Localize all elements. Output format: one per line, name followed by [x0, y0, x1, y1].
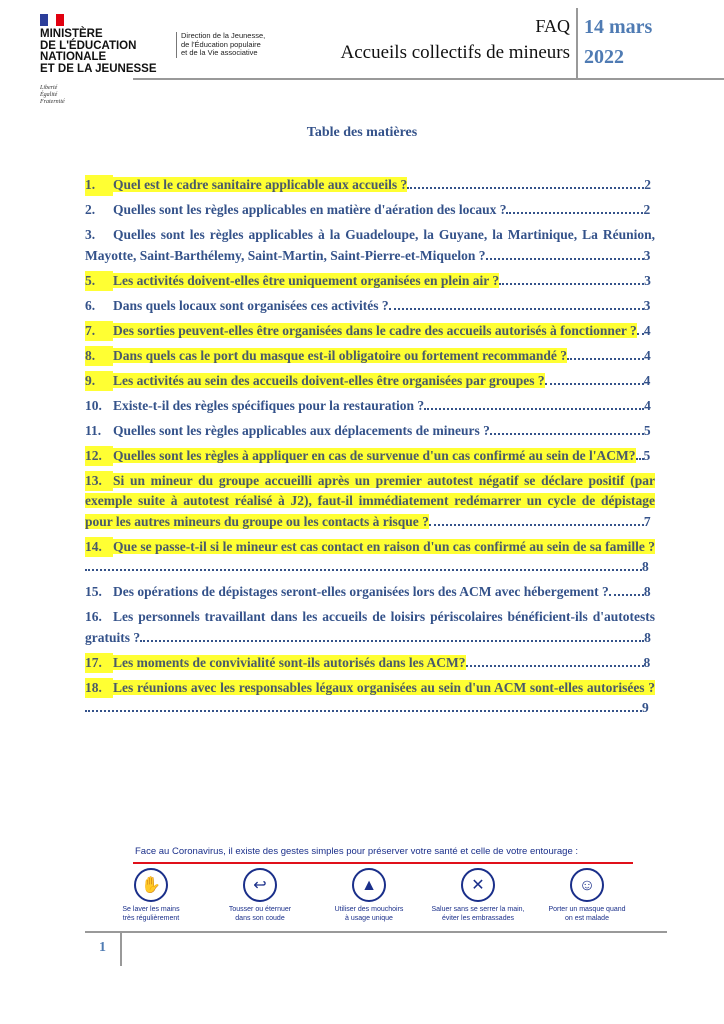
toc-entry-page: 9 — [642, 700, 649, 715]
toc-entry-page: 8 — [644, 629, 651, 645]
leader-dots — [567, 354, 644, 360]
direction-name: Direction de la Jeunesse, de l'Éducation populaire et de la Vie associative — [176, 32, 265, 58]
toc-entry-number: 1. — [85, 175, 113, 196]
tissue-icon: ▲ — [352, 868, 386, 902]
toc-entry-page: 8 — [642, 559, 649, 574]
toc-entry[interactable] — [85, 346, 655, 367]
page-number: 1 — [99, 940, 106, 955]
doc-subtitle: Accueils collectifs de mineurs — [340, 42, 570, 63]
gesture-item — [534, 868, 640, 923]
toc-entry[interactable] — [85, 321, 655, 342]
toc-entry-page: 2 — [643, 202, 651, 217]
toc-entry-title: Dans quels cas le port du masque est-il obligatoire ou fortement recommandé ? — [113, 347, 567, 363]
banner-rule — [133, 862, 633, 864]
toc-entry-page: 5 — [643, 447, 651, 463]
gesture-label: Se laver les mains très régulièrement — [122, 906, 180, 922]
toc-entry-title: Les activités au sein des accueils doivent-elles être organisées par groupes ? — [113, 372, 545, 388]
toc-entry-page: 2 — [644, 177, 651, 192]
toc-entry-page: 4 — [643, 372, 651, 388]
toc-entry-title: Quelles sont les règles applicables aux déplacements de mineurs ? — [113, 422, 490, 438]
leader-dots — [490, 429, 644, 435]
date-day-month: 14 mars — [584, 16, 653, 38]
leader-dots — [85, 565, 642, 571]
toc-entry-number: 13. — [85, 471, 113, 492]
toc-entry-title: Quelles sont les règles à appliquer en cas de survenue d'un cas confirmé au sein de l'ACM? — [113, 447, 636, 463]
toc-entry-number: 9. — [85, 371, 113, 392]
toc-entry-number: 10. — [85, 397, 102, 413]
leader-dots — [636, 454, 644, 460]
leader-dots — [140, 636, 644, 642]
toc-entry-title: Que se passe-t-il si le mineur est cas contact en raison d'un cas confirmé au sein de sa famille ? — [113, 538, 655, 554]
toc-entry-title: Dans quels locaux sont organisées ces activités ? — [113, 297, 389, 313]
leader-dots — [637, 329, 644, 335]
republic-flag-logo — [40, 14, 64, 26]
toc-entry[interactable] — [85, 271, 655, 292]
toc-entry[interactable] — [85, 607, 655, 648]
leader-dots — [389, 304, 644, 310]
leader-dots — [499, 279, 644, 285]
leader-dots — [506, 208, 643, 214]
header-divider — [576, 8, 578, 78]
toc-entry-page: 4 — [643, 322, 651, 338]
toc-entry-title: Quelles sont les règles applicables à la Guadeloupe, la Guyane, la Martinique, La Réunion, Mayotte, Saint-Barthélemy, Saint-Martin, Saint-Pierre-et-Miquelon ? — [85, 227, 655, 263]
toc-entry[interactable] — [85, 421, 655, 442]
toc-entry[interactable] — [85, 200, 655, 221]
gesture-label: Saluer sans se serrer la main, éviter les embrassades — [431, 906, 525, 922]
republic-motto: Liberté Égalité Fraternité — [40, 85, 65, 105]
toc-entry[interactable] — [85, 175, 655, 196]
toc-entry-title: Quel est le cadre sanitaire applicable aux accueils ? — [113, 177, 408, 192]
header-rule — [133, 78, 724, 80]
no-handshake-icon: ✕ — [461, 868, 495, 902]
toc-entry-title: Si un mineur du groupe accueilli après un premier autotest négatif se déclare positif (par exemple suite à autotest réalisé à J2), faut-il immédiatement redémarrer un cycle de dépistage pour les autres mineurs du groupe ou les contacts à risque ? — [85, 472, 655, 529]
gesture-label: Utiliser des mouchoirs à usage unique — [334, 906, 404, 922]
toc-entry-number: 6. — [85, 297, 96, 313]
toc-entry-title: Des opérations de dépistages seront-elles organisées lors des ACM avec hébergement ? — [113, 584, 609, 599]
leader-dots — [424, 404, 644, 410]
toc-entry[interactable] — [85, 225, 655, 266]
leader-dots — [486, 254, 644, 260]
toc-entry-number: 5. — [85, 271, 113, 292]
toc-entry-page: 3 — [643, 247, 651, 263]
toc-entry-page: 5 — [643, 422, 651, 438]
toc-entry-number: 12. — [85, 446, 113, 467]
toc-entry[interactable] — [85, 396, 655, 417]
toc-entry-title: Les moments de convivialité sont-ils autorisés dans les ACM? — [113, 654, 466, 670]
leader-dots — [609, 590, 644, 596]
hand-wash-icon: ✋ — [134, 868, 168, 902]
toc-entry-number: 11. — [85, 422, 102, 438]
toc-entry-title: Les réunions avec les responsables légaux organisées au sein d'un ACM sont-elles autorisées ? — [113, 679, 655, 695]
toc-entry-title: Des sorties peuvent-elles être organisées dans le cadre des accueils autorisés à fonctionner ? — [113, 322, 637, 338]
toc-entry-title: Les personnels travaillant dans les accueils de loisirs périscolaires bénéficient-ils d'autotests gratuits ? — [85, 609, 655, 645]
toc-entry-page: 3 — [643, 297, 651, 313]
toc-entry[interactable] — [85, 296, 655, 317]
doc-type: FAQ — [535, 16, 570, 36]
toc-entry-number: 14. — [85, 537, 113, 558]
toc-entry-number: 16. — [85, 609, 102, 624]
toc-entry-page: 4 — [644, 397, 651, 413]
leader-dots — [85, 706, 642, 712]
cough-elbow-icon: ↩ — [243, 868, 277, 902]
mask-icon: ☺ — [570, 868, 604, 902]
toc-entry-page: 8 — [643, 654, 651, 670]
toc-entry-number: 15. — [85, 584, 102, 599]
toc-entry-page: 7 — [643, 513, 651, 529]
toc-entry[interactable] — [85, 446, 655, 467]
leader-dots — [407, 183, 644, 189]
toc-entry-page: 8 — [643, 584, 651, 599]
gesture-label: Tousser ou éternuer dans son coude — [228, 906, 292, 922]
gesture-item — [425, 868, 531, 923]
toc-entry[interactable] — [85, 371, 655, 392]
toc-entry-number: 17. — [85, 653, 113, 674]
toc-title: Table des matières — [306, 125, 418, 140]
table-of-contents — [85, 175, 655, 723]
toc-entry-page: 3 — [644, 272, 651, 288]
toc-entry[interactable] — [85, 653, 655, 674]
leader-dots — [429, 520, 644, 526]
leader-dots — [466, 661, 644, 667]
toc-entry[interactable] — [85, 678, 655, 719]
ministry-name: MINISTÈRE DE L'ÉDUCATION NATIONALE ET DE LA JEUNESSE — [40, 28, 157, 75]
toc-entry-number: 8. — [85, 346, 113, 367]
toc-entry[interactable] — [85, 471, 655, 533]
gesture-item — [207, 868, 313, 923]
toc-entry[interactable] — [85, 537, 655, 578]
gesture-label: Porter un masque quand on est malade — [548, 906, 626, 922]
leader-dots — [545, 379, 644, 385]
date-year: 2022 — [584, 46, 624, 68]
toc-entry-number: 7. — [85, 321, 113, 342]
toc-entry-number: 2. — [85, 202, 96, 217]
toc-entry-title: Existe-t-il des règles spécifiques pour la restauration ? — [113, 397, 425, 413]
footer-rule — [85, 931, 667, 933]
toc-entry-page: 4 — [643, 347, 651, 363]
toc-entry-title: Quelles sont les règles applicables en matière d'aération des locaux ? — [113, 202, 507, 217]
toc-entry-title: Les activités doivent-elles être uniquement organisées en plein air ? — [113, 272, 500, 288]
toc-entry-number: 18. — [85, 678, 113, 699]
toc-entry-number: 3. — [85, 227, 96, 242]
banner-heading: Face au Coronavirus, il existe des gestes simples pour préserver votre santé et celle de votre entourage : — [135, 846, 579, 857]
toc-entry[interactable] — [85, 582, 655, 603]
gesture-item — [316, 868, 422, 923]
gesture-item — [98, 868, 204, 923]
footer-divider — [120, 932, 122, 966]
